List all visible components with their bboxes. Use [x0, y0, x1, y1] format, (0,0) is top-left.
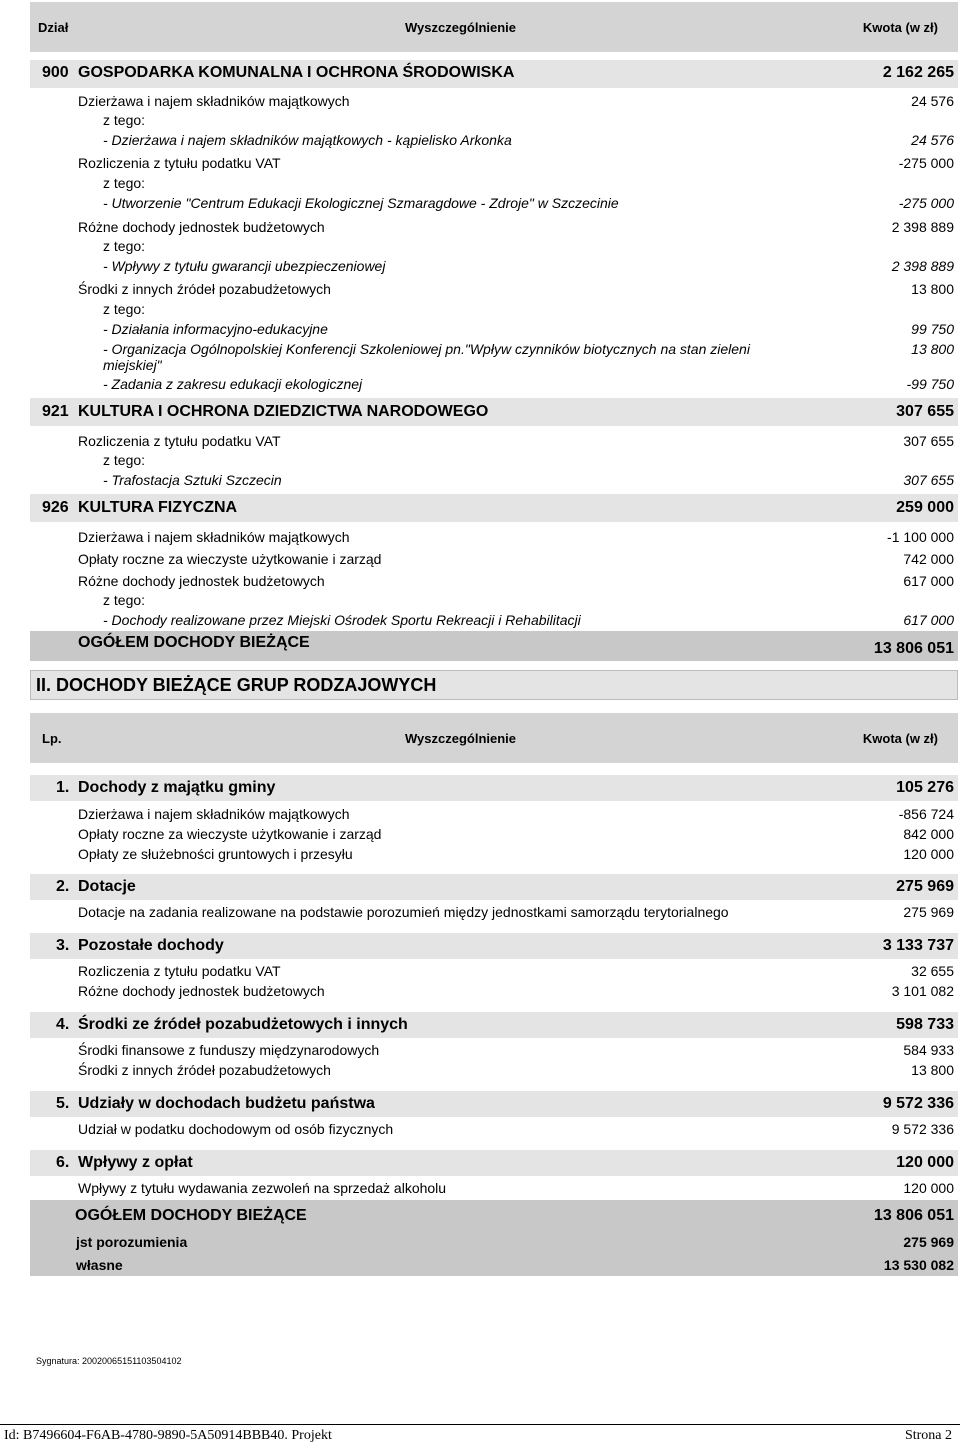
row-value: 275 969: [903, 904, 954, 920]
row-value: 32 655: [911, 963, 954, 979]
row-label: Środki finansowe z funduszy międzynarodowych: [78, 1042, 380, 1058]
row-value: 307 655: [903, 433, 954, 449]
ztego-label: z tego:: [103, 592, 146, 608]
group-1-num: 1.: [56, 779, 70, 796]
row-value: 2 398 889: [891, 258, 954, 274]
group-5-amount: 9 572 336: [882, 1095, 954, 1112]
group-2-title: Dotacje: [78, 878, 136, 895]
group-2-bar: [30, 874, 958, 900]
row-label: Środki z innych źródeł pozabudżetowych: [78, 281, 331, 297]
row-label: - Organizacja Ogólnopolskiej Konferencji Szkoleniowej pn."Wpływ czynników biotycznych na stan zieleni: [103, 341, 750, 357]
row-value: 617 000: [903, 612, 954, 628]
row-value: 120 000: [903, 846, 954, 862]
row-label: - Wpływy z tytułu gwarancji ubezpieczeniowej: [103, 258, 386, 274]
row-value: -856 724: [898, 806, 954, 822]
row-value: 3 101 082: [891, 983, 954, 999]
total2-jst-value: 275 969: [903, 1234, 954, 1250]
row-value: -1 100 000: [887, 529, 954, 545]
group-5-num: 5.: [56, 1095, 70, 1112]
header-kwota: Kwota (w zł): [862, 20, 938, 35]
ztego-label: z tego:: [103, 112, 146, 128]
row-value: 584 933: [903, 1042, 954, 1058]
group-4-amount: 598 733: [896, 1016, 954, 1033]
total2-jst-label: jst porozumienia: [76, 1234, 188, 1250]
total1-label: OGÓŁEM DOCHODY BIEŻĄCE: [78, 634, 310, 651]
ztego-label: z tego:: [103, 452, 146, 468]
section-900-amount: 2 162 265: [882, 64, 954, 81]
row-value: 307 655: [903, 472, 954, 488]
row-label: Rozliczenia z tytułu podatku VAT: [78, 155, 281, 171]
row-label: - Trafostacja Sztuki Szczecin: [103, 472, 282, 488]
row-label: Opłaty roczne za wieczyste użytkowanie i zarząd: [78, 551, 382, 567]
row-value: 120 000: [903, 1180, 954, 1196]
group-6-title: Wpływy z opłat: [78, 1154, 193, 1171]
ztego-label: z tego:: [103, 175, 146, 191]
ztego-label: z tego:: [103, 301, 146, 317]
group-3-amount: 3 133 737: [882, 937, 954, 954]
section-921-code: 921: [42, 403, 69, 420]
row-label: Udział w podatku dochodowym od osób fizycznych: [78, 1121, 394, 1137]
row-label: Dzierżawa i najem składników majątkowych: [78, 93, 350, 109]
row-value: -99 750: [906, 376, 954, 392]
row-label: Różne dochody jednostek budżetowych: [78, 573, 325, 589]
row-value: 99 750: [911, 321, 954, 337]
header-lp: Lp.: [42, 731, 62, 746]
row-label: Dotacje na zadania realizowane na podstawie porozumień między jednostkami samorządu terytorialnego: [78, 904, 729, 920]
page-footer: [0, 1424, 960, 1448]
row-label: Rozliczenia z tytułu podatku VAT: [78, 433, 281, 449]
section-921-amount: 307 655: [896, 403, 954, 420]
table2-header: [30, 713, 958, 763]
section2-title: II. DOCHODY BIEŻĄCE GRUP RODZAJOWYCH: [36, 675, 437, 695]
row-value: 24 576: [911, 93, 954, 109]
group-1-amount: 105 276: [896, 779, 954, 796]
row-label-cont: miejskiej": [103, 357, 162, 373]
section-926-code: 926: [42, 499, 69, 516]
group-1-title: Dochody z majątku gminy: [78, 779, 276, 796]
row-label: - Dzierżawa i najem składników majątkowych - kąpielisko Arkonka: [103, 132, 512, 148]
group-5-title: Udziały w dochodach budżetu państwa: [78, 1095, 375, 1112]
header-dzial: Dział: [38, 20, 69, 35]
page-number: Strona 2: [904, 1428, 952, 1443]
group-6-num: 6.: [56, 1154, 70, 1171]
total2-value: 13 806 051: [873, 1207, 954, 1224]
row-value: 24 576: [911, 132, 954, 148]
row-value: 617 000: [903, 573, 954, 589]
row-value: 842 000: [903, 826, 954, 842]
total1-value: 13 806 051: [873, 640, 954, 657]
row-label: - Utworzenie "Centrum Edukacji Ekologicznej Szmaragdowe - Zdroje" w Szczecinie: [103, 195, 619, 211]
row-value: 9 572 336: [891, 1121, 954, 1137]
group-2-amount: 275 969: [896, 878, 954, 895]
row-label: Różne dochody jednostek budżetowych: [78, 219, 325, 235]
row-value: -275 000: [898, 195, 954, 211]
total2-label: OGÓŁEM DOCHODY BIEŻĄCE: [75, 1207, 307, 1224]
section-900-code: 900: [42, 64, 69, 81]
row-label: Dzierżawa i najem składników majątkowych: [78, 806, 350, 822]
table1-header: [30, 2, 958, 52]
row-label: Różne dochody jednostek budżetowych: [78, 983, 325, 999]
row-label: - Działania informacyjno-edukacyjne: [103, 321, 328, 337]
row-value: 742 000: [903, 551, 954, 567]
row-value: -275 000: [898, 155, 954, 171]
signature: Sygnatura: 20020065151103504102: [36, 1356, 182, 1366]
total2-wlasne-value: 13 530 082: [883, 1257, 954, 1273]
total2-wlasne-label: własne: [76, 1257, 123, 1273]
row-label: Opłaty ze służebności gruntowych i przesyłu: [78, 846, 353, 862]
group-6-amount: 120 000: [896, 1154, 954, 1171]
group-4-num: 4.: [56, 1016, 70, 1033]
row-label: - Zadania z zakresu edukacji ekologicznej: [103, 376, 363, 392]
document-id: Id: B7496604-F6AB-4780-9890-5A50914BBB40. Projekt: [4, 1428, 332, 1443]
row-value: 13 800: [911, 1062, 954, 1078]
header-kwota: Kwota (w zł): [862, 731, 938, 746]
group-4-title: Środki ze źródeł pozabudżetowych i innych: [78, 1016, 408, 1033]
header-wyszczegolnienie: Wyszczególnienie: [405, 20, 517, 35]
group-3-num: 3.: [56, 937, 70, 954]
row-label: Wpływy z tytułu wydawania zezwoleń na sprzedaż alkoholu: [78, 1180, 447, 1196]
section-900-title: GOSPODARKA KOMUNALNA I OCHRONA ŚRODOWISKA: [78, 64, 515, 81]
row-label: - Dochody realizowane przez Miejski Ośrodek Sportu Rekreacji i Rehabilitacji: [103, 612, 581, 628]
row-value: 13 800: [911, 341, 954, 357]
ztego-label: z tego:: [103, 238, 146, 254]
section-926-title: KULTURA FIZYCZNA: [78, 499, 238, 516]
row-label: Opłaty roczne za wieczyste użytkowanie i zarząd: [78, 826, 382, 842]
row-value: 13 800: [911, 281, 954, 297]
section-926-amount: 259 000: [896, 499, 954, 516]
row-label: Dzierżawa i najem składników majątkowych: [78, 529, 350, 545]
section-921-title: KULTURA I OCHRONA DZIEDZICTWA NARODOWEGO: [78, 403, 489, 420]
row-value: 2 398 889: [891, 219, 954, 235]
row-label: Rozliczenia z tytułu podatku VAT: [78, 963, 281, 979]
group-3-title: Pozostałe dochody: [78, 937, 224, 954]
group-2-num: 2.: [56, 878, 70, 895]
row-label: Środki z innych źródeł pozabudżetowych: [78, 1062, 331, 1078]
header-wyszczegolnienie: Wyszczególnienie: [405, 731, 517, 746]
